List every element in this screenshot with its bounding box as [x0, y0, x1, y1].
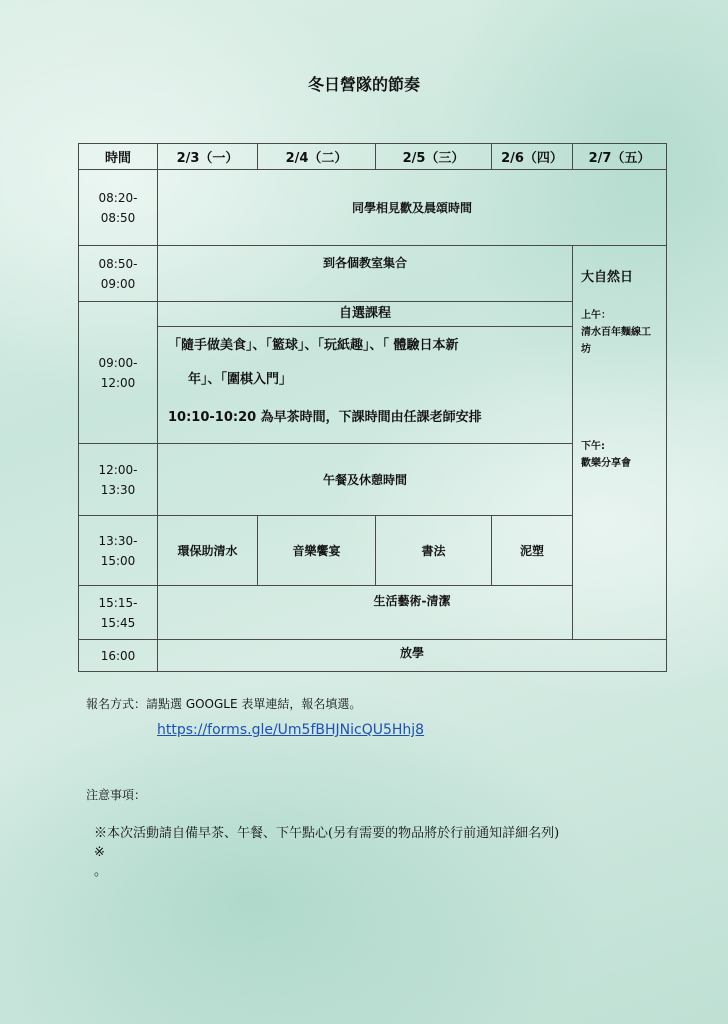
- header-time: 時間: [79, 144, 158, 170]
- electives-line-3: 10:10-10:20 為早茶時間，下課時間由任課老師安排: [168, 410, 482, 425]
- time-cell: [79, 640, 158, 672]
- table-row: [79, 640, 667, 672]
- page-title: 冬日營隊的節奏: [307, 75, 420, 94]
- notice-item-1: ※本次活動請自備早茶、午餐、下午點心(另有需要的物品將於行前通知詳細名列): [94, 826, 560, 841]
- header-day-2: 2/4（二）: [258, 144, 376, 170]
- schedule-table: [78, 143, 667, 672]
- class-music: 音樂饗宴: [258, 516, 376, 586]
- time-slot-2: 08:50- 09:00: [98, 256, 138, 291]
- class-environment: 環保助清水: [158, 516, 258, 586]
- time-cell: [79, 170, 158, 246]
- class-calligraphy: 書法: [376, 516, 492, 586]
- time-slot-3: 09:00- 12:00: [98, 355, 138, 390]
- time-cell: [79, 586, 158, 640]
- nature-day-title: 大自然日: [581, 270, 634, 285]
- time-cell: [79, 444, 158, 516]
- header-day-1: 2/3（一）: [158, 144, 258, 170]
- time-slot-4: 12:00- 13:30: [98, 462, 138, 497]
- notice-item-3: 。: [94, 864, 108, 879]
- time-cell: [79, 302, 158, 444]
- time-slot-7: 16:00: [100, 648, 136, 663]
- time-cell: [79, 516, 158, 586]
- header-day-5: 2/7（五）: [573, 144, 667, 170]
- lunch-break: 午餐及休憩時間: [158, 444, 573, 516]
- header-row: [79, 144, 667, 170]
- morning-greeting: 同學相見歡及晨頌時間: [158, 170, 667, 246]
- notice-list: [94, 824, 654, 881]
- dismiss: 放學: [158, 640, 667, 672]
- header-day-3: 2/5（三）: [376, 144, 492, 170]
- nature-am-text: 清水百年麵線工坊: [581, 327, 651, 355]
- assemble: 到各個教室集合: [158, 246, 573, 302]
- notice-item-2: ※: [94, 845, 105, 860]
- nature-day-cell: [573, 246, 667, 640]
- table-row: [79, 170, 667, 246]
- electives-line-2: 年」、「圍棋入門」: [188, 372, 293, 387]
- table-row: [79, 586, 667, 640]
- header-day-4: 2/6（四）: [492, 144, 573, 170]
- class-clay: 泥塑: [492, 516, 573, 586]
- nature-pm-label: 下午:: [581, 441, 605, 452]
- time-slot-1: 08:20- 08:50: [98, 190, 138, 225]
- electives-title: 自選課程: [158, 302, 572, 327]
- table-row: [79, 246, 667, 302]
- time-slot-5: 13:30- 15:00: [98, 533, 138, 568]
- registration-text: 報名方式：請點選 GOOGLE 表單連結，報名填選。: [86, 697, 362, 711]
- nature-pm-text: 歡樂分享會: [581, 458, 631, 469]
- electives-cell: [158, 302, 573, 444]
- life-art: 生活藝術-清潔: [158, 586, 667, 640]
- nature-am-label: 上午：: [581, 310, 611, 321]
- registration-link[interactable]: https://forms.gle/Um5fBHJNicQU5Hhj8: [157, 722, 425, 738]
- electives-list: [158, 327, 572, 437]
- notice-label: 注意事項：: [86, 788, 147, 802]
- electives-line-1: 「隨手做美食」、「籃球」、「玩紙趣」、「 體驗日本新: [168, 338, 459, 353]
- time-cell: [79, 246, 158, 302]
- time-slot-6: 15:15- 15:45: [98, 595, 138, 630]
